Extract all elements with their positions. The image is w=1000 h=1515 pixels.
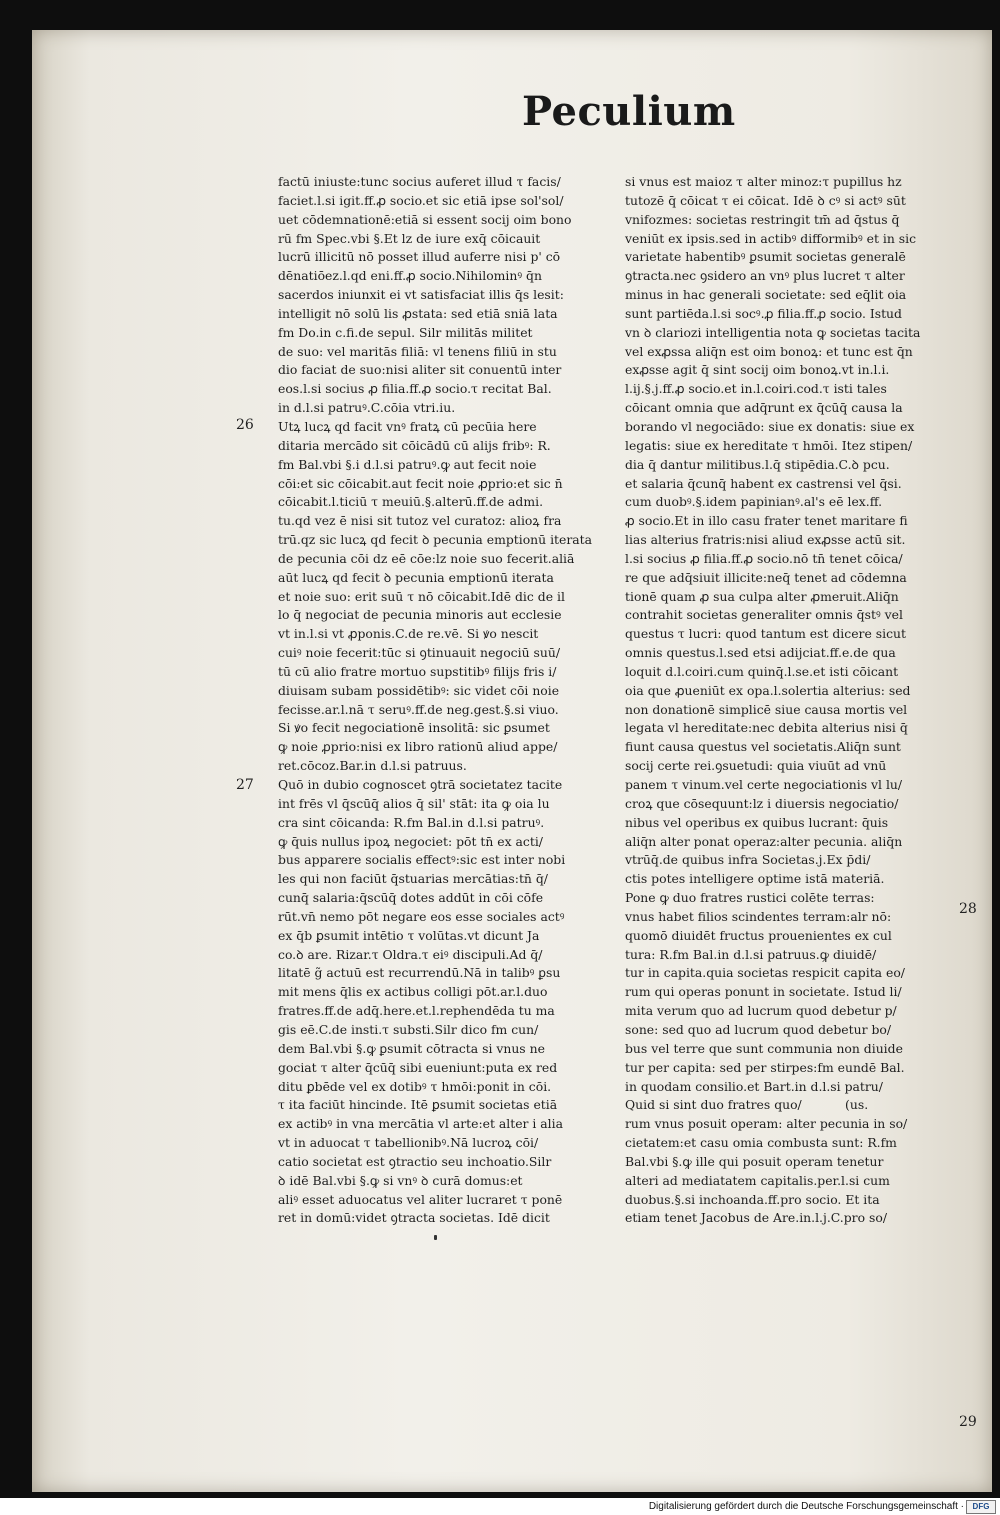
text-line: rū fm Spec.vbi §.Et lz de iure exq̄ cōicauit: [278, 230, 541, 246]
text-line: vt in aduocat τ tabellionibꝰ.Nā lucroꝝ cōi/: [278, 1135, 539, 1151]
text-line: bus vel terre que sunt communia non diuide: [625, 1040, 903, 1056]
text-column-right: [625, 173, 980, 1228]
text-line: fratres.ff.de adq̄.here.et.l.rephendēda tu ma: [278, 1003, 555, 1019]
text-line: rum qui operas ponunt in societate. Istud li/: [625, 984, 902, 1000]
dfg-logo: DFG: [966, 1500, 996, 1514]
text-line: gis eē.C.de insti.τ substi.Silr dico fm cun/: [278, 1021, 539, 1037]
text-line: tura: R.fm Bal.in d.l.si patruus.ꝙ diuidē/: [625, 946, 877, 962]
text-line: trū.qz sic lucꝝ qd fecit ꝺ pecunia emptionū iterata: [278, 532, 593, 548]
text-line: Utꝝ lucꝝ qd facit vnꝰ fratꝝ cū pecūia here: [278, 418, 537, 434]
text-line: faciet.l.si igit.ff.ꝓ socio.et sic etiā ipse sol'sol/: [278, 192, 564, 208]
text-line: borando vl negociādo: siue ex donatis: siue ex: [625, 418, 915, 434]
text-line: gociat τ alter q̄cūq̄ sibi eueniunt:puta ex red: [278, 1059, 558, 1075]
text-line: ꝯtracta.nec ꝯsidero an vnꝰ plus lucret τ alter: [625, 268, 905, 284]
text-line: duobus.§.si inchoanda.ff.pro socio. Et ita: [625, 1191, 880, 1207]
text-line: Quō in dubio cognoscet ꝯtrā societatez tacite: [278, 777, 563, 792]
text-line: contrahit societas generaliter omnis q̄stꝰ vel: [625, 607, 903, 623]
text-line: eos.l.si socius ꝓ filia.ff.ꝓ socio.τ recitat Bal.: [278, 381, 552, 397]
text-line: aliꝰ esset aduocatus vel aliter lucraret τ ponē: [278, 1191, 563, 1207]
text-line: cum duobꝰ.§.idem papinianꝰ.al's eē lex.ff.: [625, 494, 883, 510]
text-line: ex actibꝰ in vna mercātia vl arte:et alter i alia: [278, 1116, 563, 1132]
text-line: fm Bal.vbi §.i d.l.si patruꝰ.ꝙ aut fecit noie: [278, 456, 537, 472]
text-line: questus τ lucri: quod tantum est dicere sicut: [625, 626, 906, 642]
text-line: ditaria mercādo sit cōicādū cū alijs fribꝰ: R.: [278, 437, 551, 453]
text-line: in quodam consilio.et Bart.in d.l.si patru/: [625, 1078, 883, 1094]
text-line: ꝓ socio.Et in illo casu frater tenet maritare fi: [625, 513, 908, 529]
text-line: bus apparere socialis effectꝰ:sic est inter nobi: [278, 852, 566, 868]
text-line: veniūt ex ipsis.sed in actibꝰ difformibꝰ et in sic: [625, 230, 917, 246]
text-line: vt in.l.si vt ꝓponis.C.de re.vē. Si ꝟo nescit: [278, 626, 539, 642]
text-line: vel exꝓssa aliq̄n est oim bonoꝝ: et tunc est q̄n: [625, 343, 913, 359]
text-line: loquit d.l.coiri.cum quinq̄.l.se.et isti cōicant: [625, 663, 899, 679]
text-line: Pone ꝙ duo fratres rustici colēte terras:: [625, 890, 875, 906]
text-line: et noie suo: erit suū τ nō cōicabit.Idē dic de il: [278, 588, 565, 604]
text-line: socij certe rei.ꝯsuetudi: quia viuūt ad vnū: [625, 758, 887, 774]
text-line: tur in capita.quia societas respicit capita eo/: [625, 965, 905, 981]
text-line: aliq̄n alter ponat operaz:alter pecunia. aliq̄n: [625, 833, 903, 849]
text-line: mit mens q̄lis ex actibus colligi pōt.ar.l.duo: [278, 984, 548, 1000]
text-line: et salaria q̄cunq̄ habent ex castrensi vel q̄si.: [625, 475, 902, 491]
text-line: Quid si sint duo fratres quo/ (us.: [625, 1097, 869, 1113]
text-line: les qui non faciūt q̄stuarias mercātias:tn̄ q̄/: [278, 871, 548, 887]
text-line: vn ꝺ clariozi intelligentia nota ꝙ societas tacita: [625, 324, 921, 340]
text-line: de pecunia cōi dz eē cōe:lz noie suo fecerit.aliā: [278, 550, 575, 566]
text-line: mita verum quo ad lucrum quod debetur p/: [625, 1003, 897, 1019]
text-line: τ ita faciūt hincinde. Itē ꝑsumit societas etiā: [278, 1097, 558, 1113]
text-line: ꝙ noie ꝓprio:nisi ex libro rationū aliud appe/: [278, 739, 558, 755]
text-line: Bal.vbi §.ꝙ ille qui posuit operam tenetur: [625, 1153, 884, 1169]
text-line: si vnus est maioz τ alter minoz:τ pupillus hz: [625, 174, 902, 189]
text-line: tutozē q̄ cōicat τ ei cōicat. Idē ꝺ cꝰ si actꝰ sūt: [625, 192, 906, 208]
text-line: ꝙ q̄uis nullus ipoꝝ negociet: pōt tn̄ ex acti/: [278, 833, 543, 849]
text-line: cietatem:et casu omia combusta sunt: R.fm: [625, 1135, 897, 1151]
text-line: tur per capita: sed per stirpes:fm eundē Bal.: [625, 1059, 905, 1075]
text-line: l.si socius ꝓ filia.ff.ꝓ socio.nō tn̄ tenet cōica/: [625, 550, 903, 566]
text-line: litatē g̃ actuū est recurrendū.Nā in talibꝰ ꝑsu: [278, 965, 561, 981]
text-line: de suo: vel maritās filiā: vl tenens filiū in stu: [278, 343, 557, 359]
text-line: legatis: siue ex hereditate τ hmōi. Itez stipen/: [625, 437, 913, 453]
text-line: co.ꝺ are. Rizar.τ Oldra.τ eiꝰ discipuli.Ad q̄/: [278, 946, 543, 962]
text-line: sone: sed quo ad lucrum quod debetur bo/: [625, 1021, 892, 1037]
text-line: sunt partiēda.l.si socꝰ.ꝓ filia.ff.ꝓ socio. Istud: [625, 305, 902, 321]
text-line: ex q̄b ꝑsumit intētio τ volūtas.vt dicunt Ja: [278, 927, 540, 943]
text-line: legata vl hereditate:nec debita alterius nisi q̄: [625, 720, 908, 736]
text-line: aūt lucꝝ qd fecit ꝺ pecunia emptionū iterata: [278, 569, 554, 585]
text-line: dēnatiōez.l.qd eni.ff.ꝓ socio.Nihilominꝰ q̄n: [278, 268, 542, 284]
text-line: factū iniuste:tunc socius auferet illud τ facis/: [278, 174, 561, 189]
text-line: varietate habentibꝰ ꝑsumit societas generalē: [625, 249, 906, 265]
book-page: [32, 30, 992, 1492]
text-line: rum vnus posuit operam: alter pecunia in so/: [625, 1116, 908, 1132]
text-line: intelligit nō solū lis ꝓstata: sed etiā sniā lata: [278, 305, 558, 321]
text-line: cōicant omnia que adq̄runt ex q̄cūq̄ causa la: [625, 400, 903, 416]
text-line: lo q̄ negociat de pecunia minoris aut ecclesie: [278, 607, 562, 623]
text-line: cuiꝰ noie fecerit:tūc si ꝯtinuauit negociū suū/: [278, 645, 560, 661]
margin-number-26: 26: [236, 417, 254, 433]
text-line: cōi:et sic cōicabit.aut fecit noie ꝓprio:et sic n̄: [278, 475, 563, 491]
text-line: ctis potes intelligere optime istā materiā.: [625, 871, 885, 887]
text-line: omnis questus.l.sed etsi adijciat.ff.e.de qua: [625, 645, 896, 661]
text-line: fiunt causa questus vel societatis.Aliq̄n sunt: [625, 739, 901, 755]
text-line: lias alterius fratris:nisi aliud exꝓsse actū sit.: [625, 532, 906, 548]
text-line: tū cū alio fratre mortuo supstitibꝰ filijs fris i/: [278, 663, 557, 679]
ink-speck: [434, 1235, 437, 1240]
text-line: ret.cōcoz.Bar.in d.l.si patruus.: [278, 758, 467, 774]
running-head: Peculium: [522, 88, 736, 135]
text-line: l.ij.§.j.ff.ꝓ socio.et in.l.coiri.cod.τ isti tales: [625, 381, 887, 397]
text-line: etiam tenet Jacobus de Are.in.l.j.C.pro so/: [625, 1210, 887, 1226]
text-line: tu.qd vez ē nisi sit tutoz vel curatoz: alioꝝ fra: [278, 513, 562, 529]
text-line: panem τ vinum.vel certe negociationis vl lu/: [625, 777, 903, 792]
text-line: ꝺ idē Bal.vbi §.ꝙ si vnꝰ ꝺ curā domus:et: [278, 1172, 523, 1188]
text-line: cunq̄ salaria:q̄scūq̄ dotes addūt in cōi cōfe: [278, 890, 544, 906]
text-line: non donationē simplicē siue causa mortis vel: [625, 701, 908, 717]
text-line: nibus vel operibus ex quibus lucrant: q̄uis: [625, 814, 889, 830]
text-line: alteri ad mediatatem capitalis.per.l.si cum: [625, 1172, 890, 1188]
text-line: in d.l.si patruꝰ.C.cōia vtri.iu.: [278, 400, 456, 416]
margin-number-27: 27: [236, 777, 254, 793]
footer-credit: Digitalisierung gefördert durch die Deutsche Forschungsgemeinschaft ·: [648, 1501, 964, 1512]
text-line: oia que ꝓueniūt ex opa.l.solertia alterius: sed: [625, 682, 911, 698]
text-line: dia q̄ dantur militibus.l.q̄ stipēdia.C.ꝺ pcu.: [625, 456, 890, 472]
text-line: lucrū illicitū nō posset illud auferre nisi p' cō: [278, 249, 561, 265]
margin-number-28: 28: [959, 901, 977, 917]
text-line: croꝝ que cōsequunt:lz i diuersis negociatio/: [625, 795, 899, 811]
text-line: quomō diuidēt fructus prouenientes ex cul: [625, 927, 892, 943]
text-line: vnus habet filios scindentes terram:alr nō:: [625, 908, 892, 924]
text-line: sacerdos iniunxit ei vt satisfaciat illis q̄s lesit:: [278, 287, 564, 303]
text-line: rūt.vn̄ nemo pōt negare eos esse sociales actꝰ: [278, 908, 565, 924]
text-line: minus in hac generali societate: sed eq̄lit oia: [625, 287, 907, 303]
text-line: catio societat est ꝯtractio seu inchoatio.Silr: [278, 1153, 552, 1169]
text-line: ret in domū:videt ꝯtracta societas. Idē dicit: [278, 1210, 550, 1226]
text-line: vtrūq̄.de quibus infra Societas.j.Ex p̄di/: [625, 852, 871, 868]
text-line: tionē quam ꝓ sua culpa alter ꝓmeruit.Aliq̄n: [625, 588, 899, 604]
text-line: re que adq̄siuit illicite:neq̄ tenet ad cōdemna: [625, 569, 907, 585]
text-line: Si ꝟo fecit negociationē insolitā: sic ꝑsumet: [278, 720, 550, 736]
text-line: fm Do.in c.fi.de sepul. Silr militās militet: [278, 324, 533, 340]
text-line: exꝓsse agit q̄ sint socij oim bonoꝝ.vt in.l.i.: [625, 362, 890, 378]
text-line: ditu ꝑbēde vel ex dotibꝰ τ hmōi:ponit in cōi.: [278, 1078, 552, 1094]
text-line: int frēs vl q̄scūq̄ alios q̄ sil' stāt: ita ꝙ oia lu: [278, 795, 550, 811]
text-line: uet cōdemnationē:etiā si essent socij oim bono: [278, 211, 572, 227]
text-line: dio faciat de suo:nisi aliter sit conuentū inter: [278, 362, 562, 378]
text-line: diuisam subam possidētibꝰ: sic videt cōi noie: [278, 682, 560, 698]
text-line: vnifozmes: societas restringit tm̄ ad q̄stus q̄: [625, 211, 900, 227]
text-line: cōicabit.l.ticiū τ meuiū.§.alterū.ff.de admi.: [278, 494, 544, 510]
text-column-left: [278, 173, 623, 1228]
text-line: dem Bal.vbi §.ꝙ ꝑsumit cōtracta si vnus ne: [278, 1040, 545, 1056]
text-line: fecisse.ar.l.nā τ seruꝰ.ff.de neg.gest.§.si viuo.: [278, 701, 559, 717]
margin-number-29: 29: [959, 1414, 977, 1430]
text-line: cra sint cōicanda: R.fm Bal.in d.l.si patruꝰ.: [278, 814, 545, 830]
